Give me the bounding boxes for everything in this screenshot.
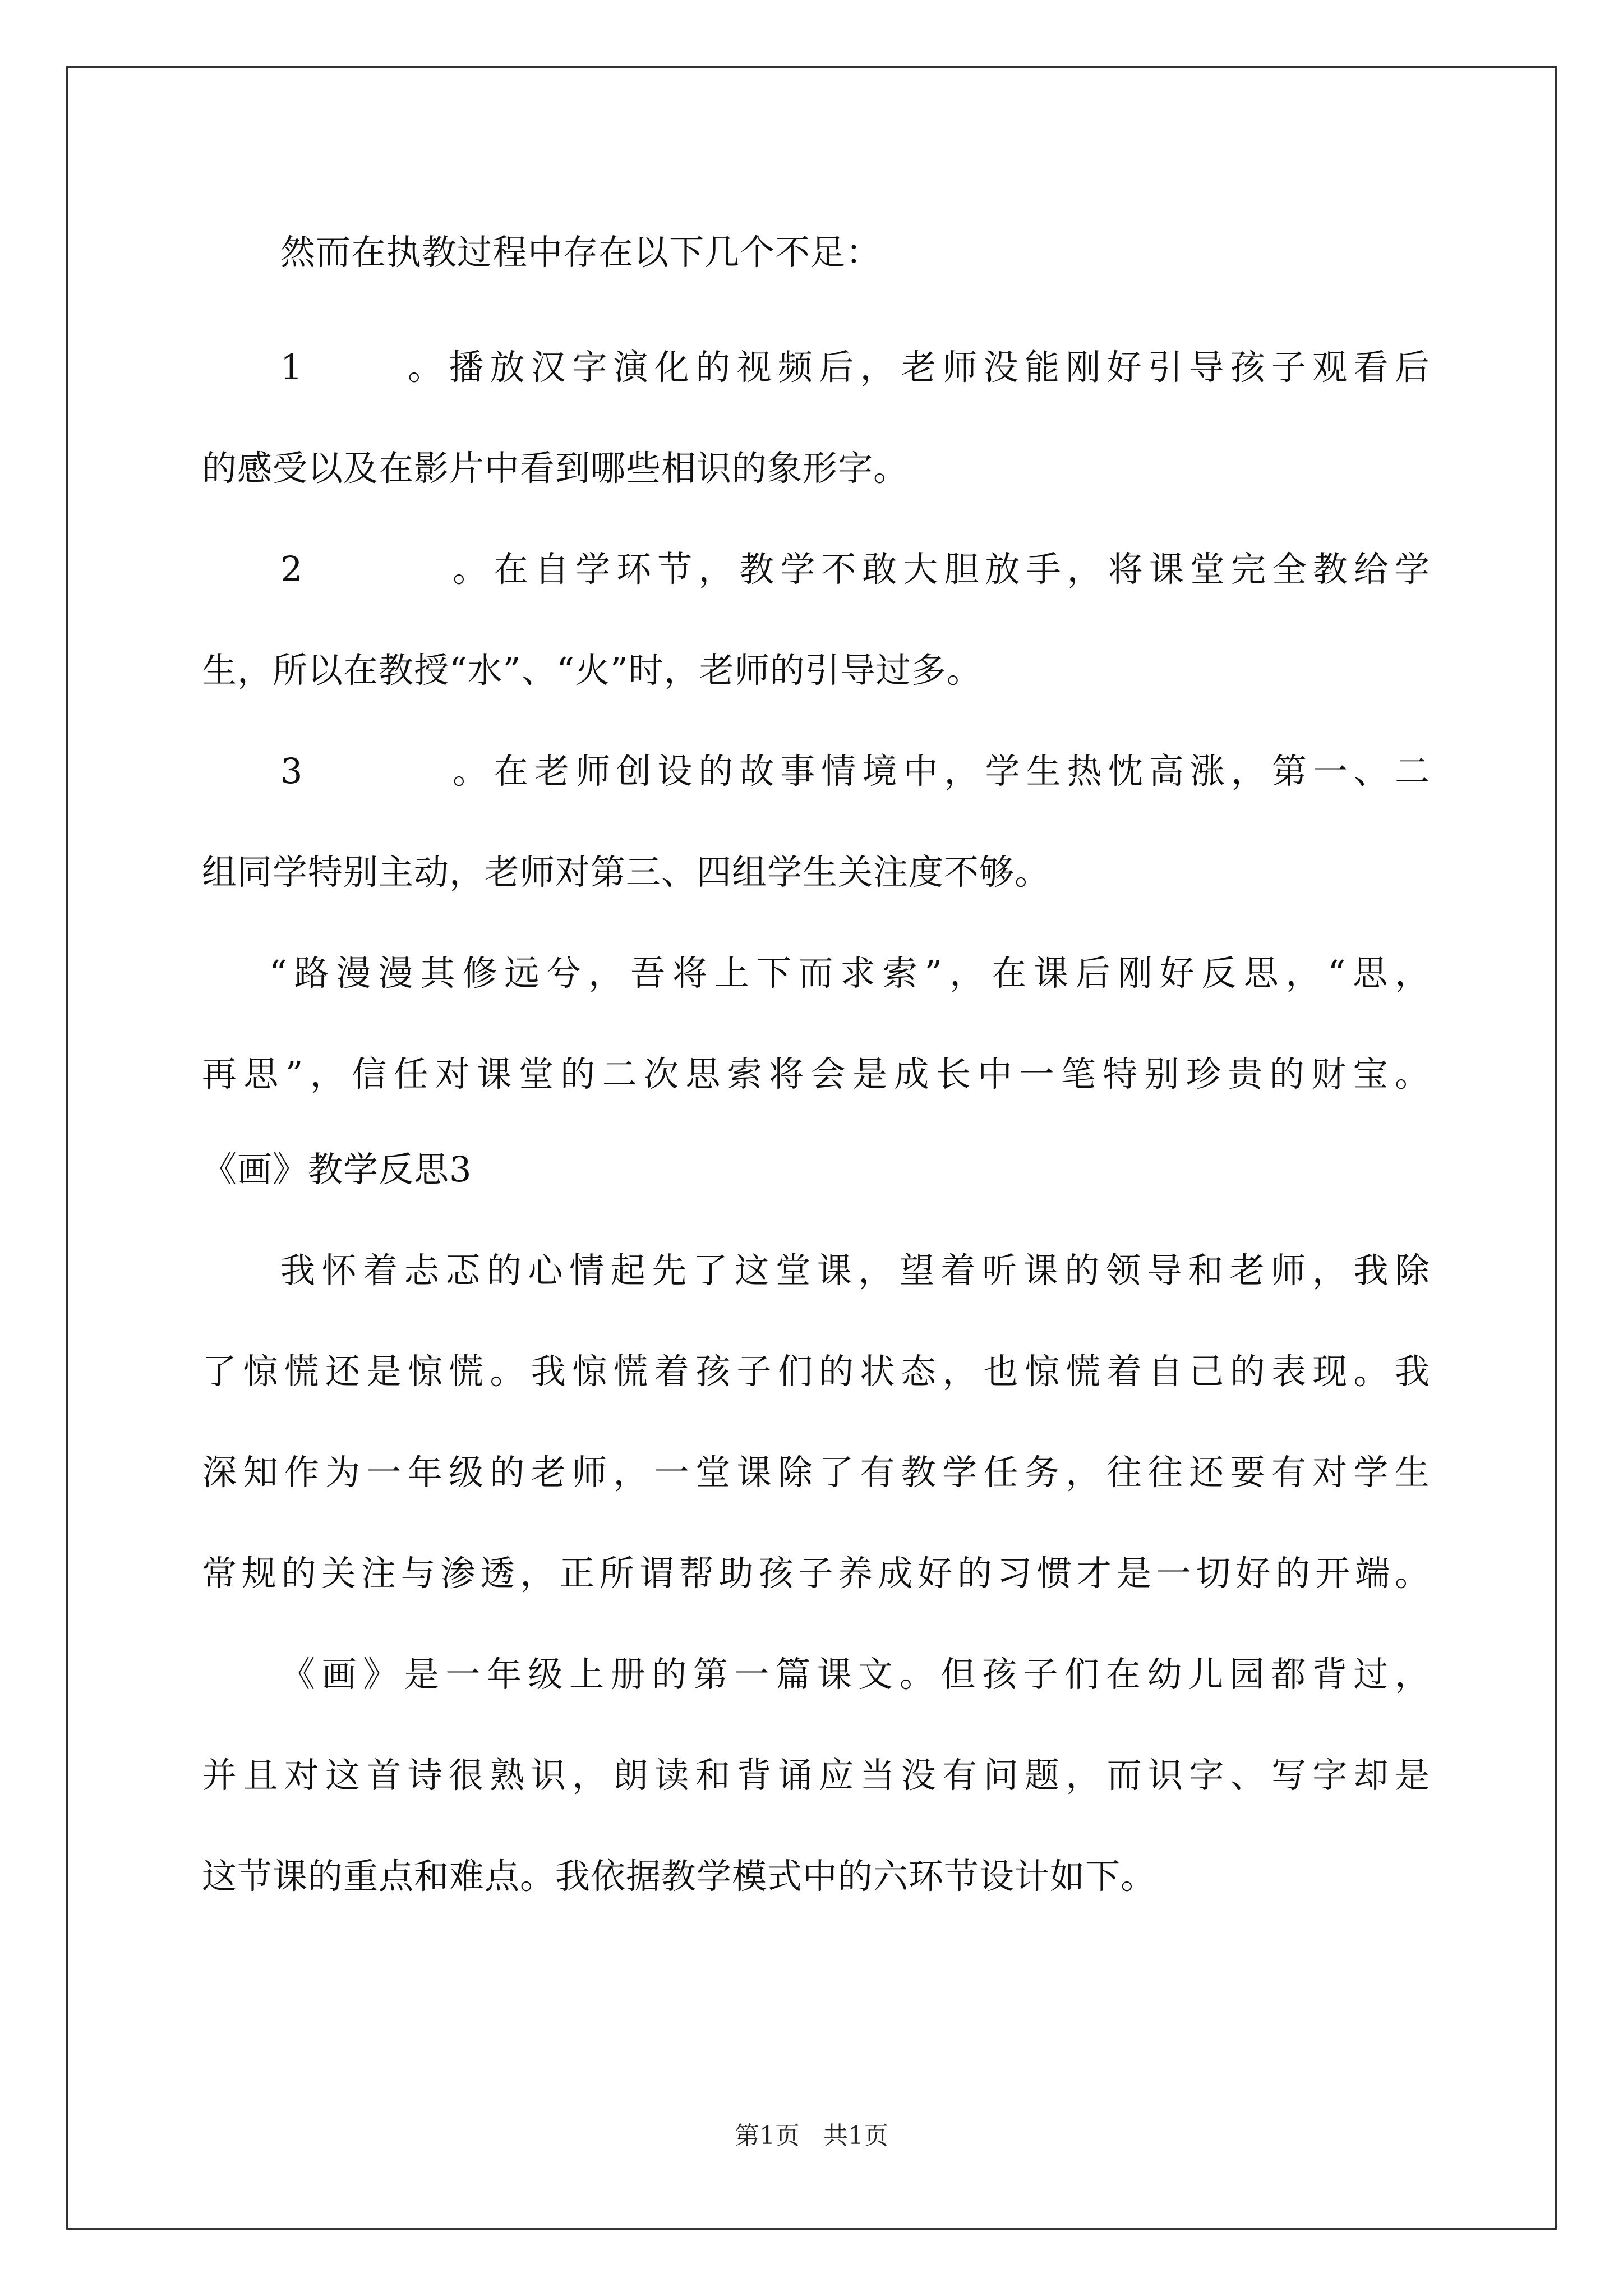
page-number: 第1页 bbox=[735, 2122, 800, 2150]
item-1-line-2: 的感受以及在影片中看到哪些相识的象形字。 bbox=[202, 448, 909, 489]
item-1-number: 1。 bbox=[280, 347, 443, 388]
item-3-number: 3。 bbox=[280, 751, 488, 792]
para-1-line-4: 常规的关注与渗透，正所谓帮助孩子养成好的习惯才是一切好的开端。 bbox=[202, 1553, 1430, 1594]
item-2-text: 在自学环节，教学不敢大胆放手，将课堂完全教给学 bbox=[488, 549, 1430, 590]
item-2-line-2: 生，所以在教授“水”、“火”时，老师的引导过多。 bbox=[202, 650, 982, 691]
item-3-line-1 bbox=[202, 749, 1430, 794]
para-2-line-3: 这节课的重点和难点。我依据教学模式中的六环节设计如下。 bbox=[202, 1856, 1156, 1897]
para-1-line-2: 了惊慌还是惊慌。我惊慌着孩子们的状态，也惊慌着自己的表现。我 bbox=[202, 1351, 1430, 1392]
para-2-line-2: 并且对这首诗很熟识，朗读和背诵应当没有问题，而识字、写字却是 bbox=[202, 1755, 1430, 1796]
para-1-line-3: 深知作为一年级的老师，一堂课除了有教学任务，往往还要有对学生 bbox=[202, 1452, 1430, 1493]
intro-line: 然而在执教过程中存在以下几个不足： bbox=[280, 232, 882, 273]
item-1-line-1 bbox=[202, 345, 1430, 390]
quote-line-2: 再思”，信任对课堂的二次思索将会是成长中一笔特别珍贵的财宝。 bbox=[202, 1053, 1430, 1094]
item-3-line-2: 组同学特别主动，老师对第三、四组学生关注度不够。 bbox=[202, 852, 1050, 892]
quote-line-1: “路漫漫其修远兮，吾将上下而求索”，在课后刚好反思，“思， bbox=[269, 953, 1430, 993]
page-total: 共1页 bbox=[823, 2122, 888, 2150]
para-1-line-1: 我怀着忐忑的心情起先了这堂课，望着听课的领导和老师，我除 bbox=[280, 1250, 1430, 1291]
section-title: 《画》教学反思3 bbox=[202, 1149, 472, 1190]
para-2-line-1: 《画》是一年级上册的第一篇课文。但孩子们在幼儿园都背过， bbox=[280, 1654, 1430, 1695]
item-3-text: 在老师创设的故事情境中，学生热忱高涨，第一、二 bbox=[488, 751, 1430, 792]
item-2-line-1 bbox=[202, 547, 1430, 592]
item-2-number: 2。 bbox=[280, 549, 488, 590]
page-footer bbox=[0, 2120, 1623, 2152]
item-1-text: 播放汉字演化的视频后，老师没能刚好引导孩子观看后 bbox=[443, 347, 1430, 388]
